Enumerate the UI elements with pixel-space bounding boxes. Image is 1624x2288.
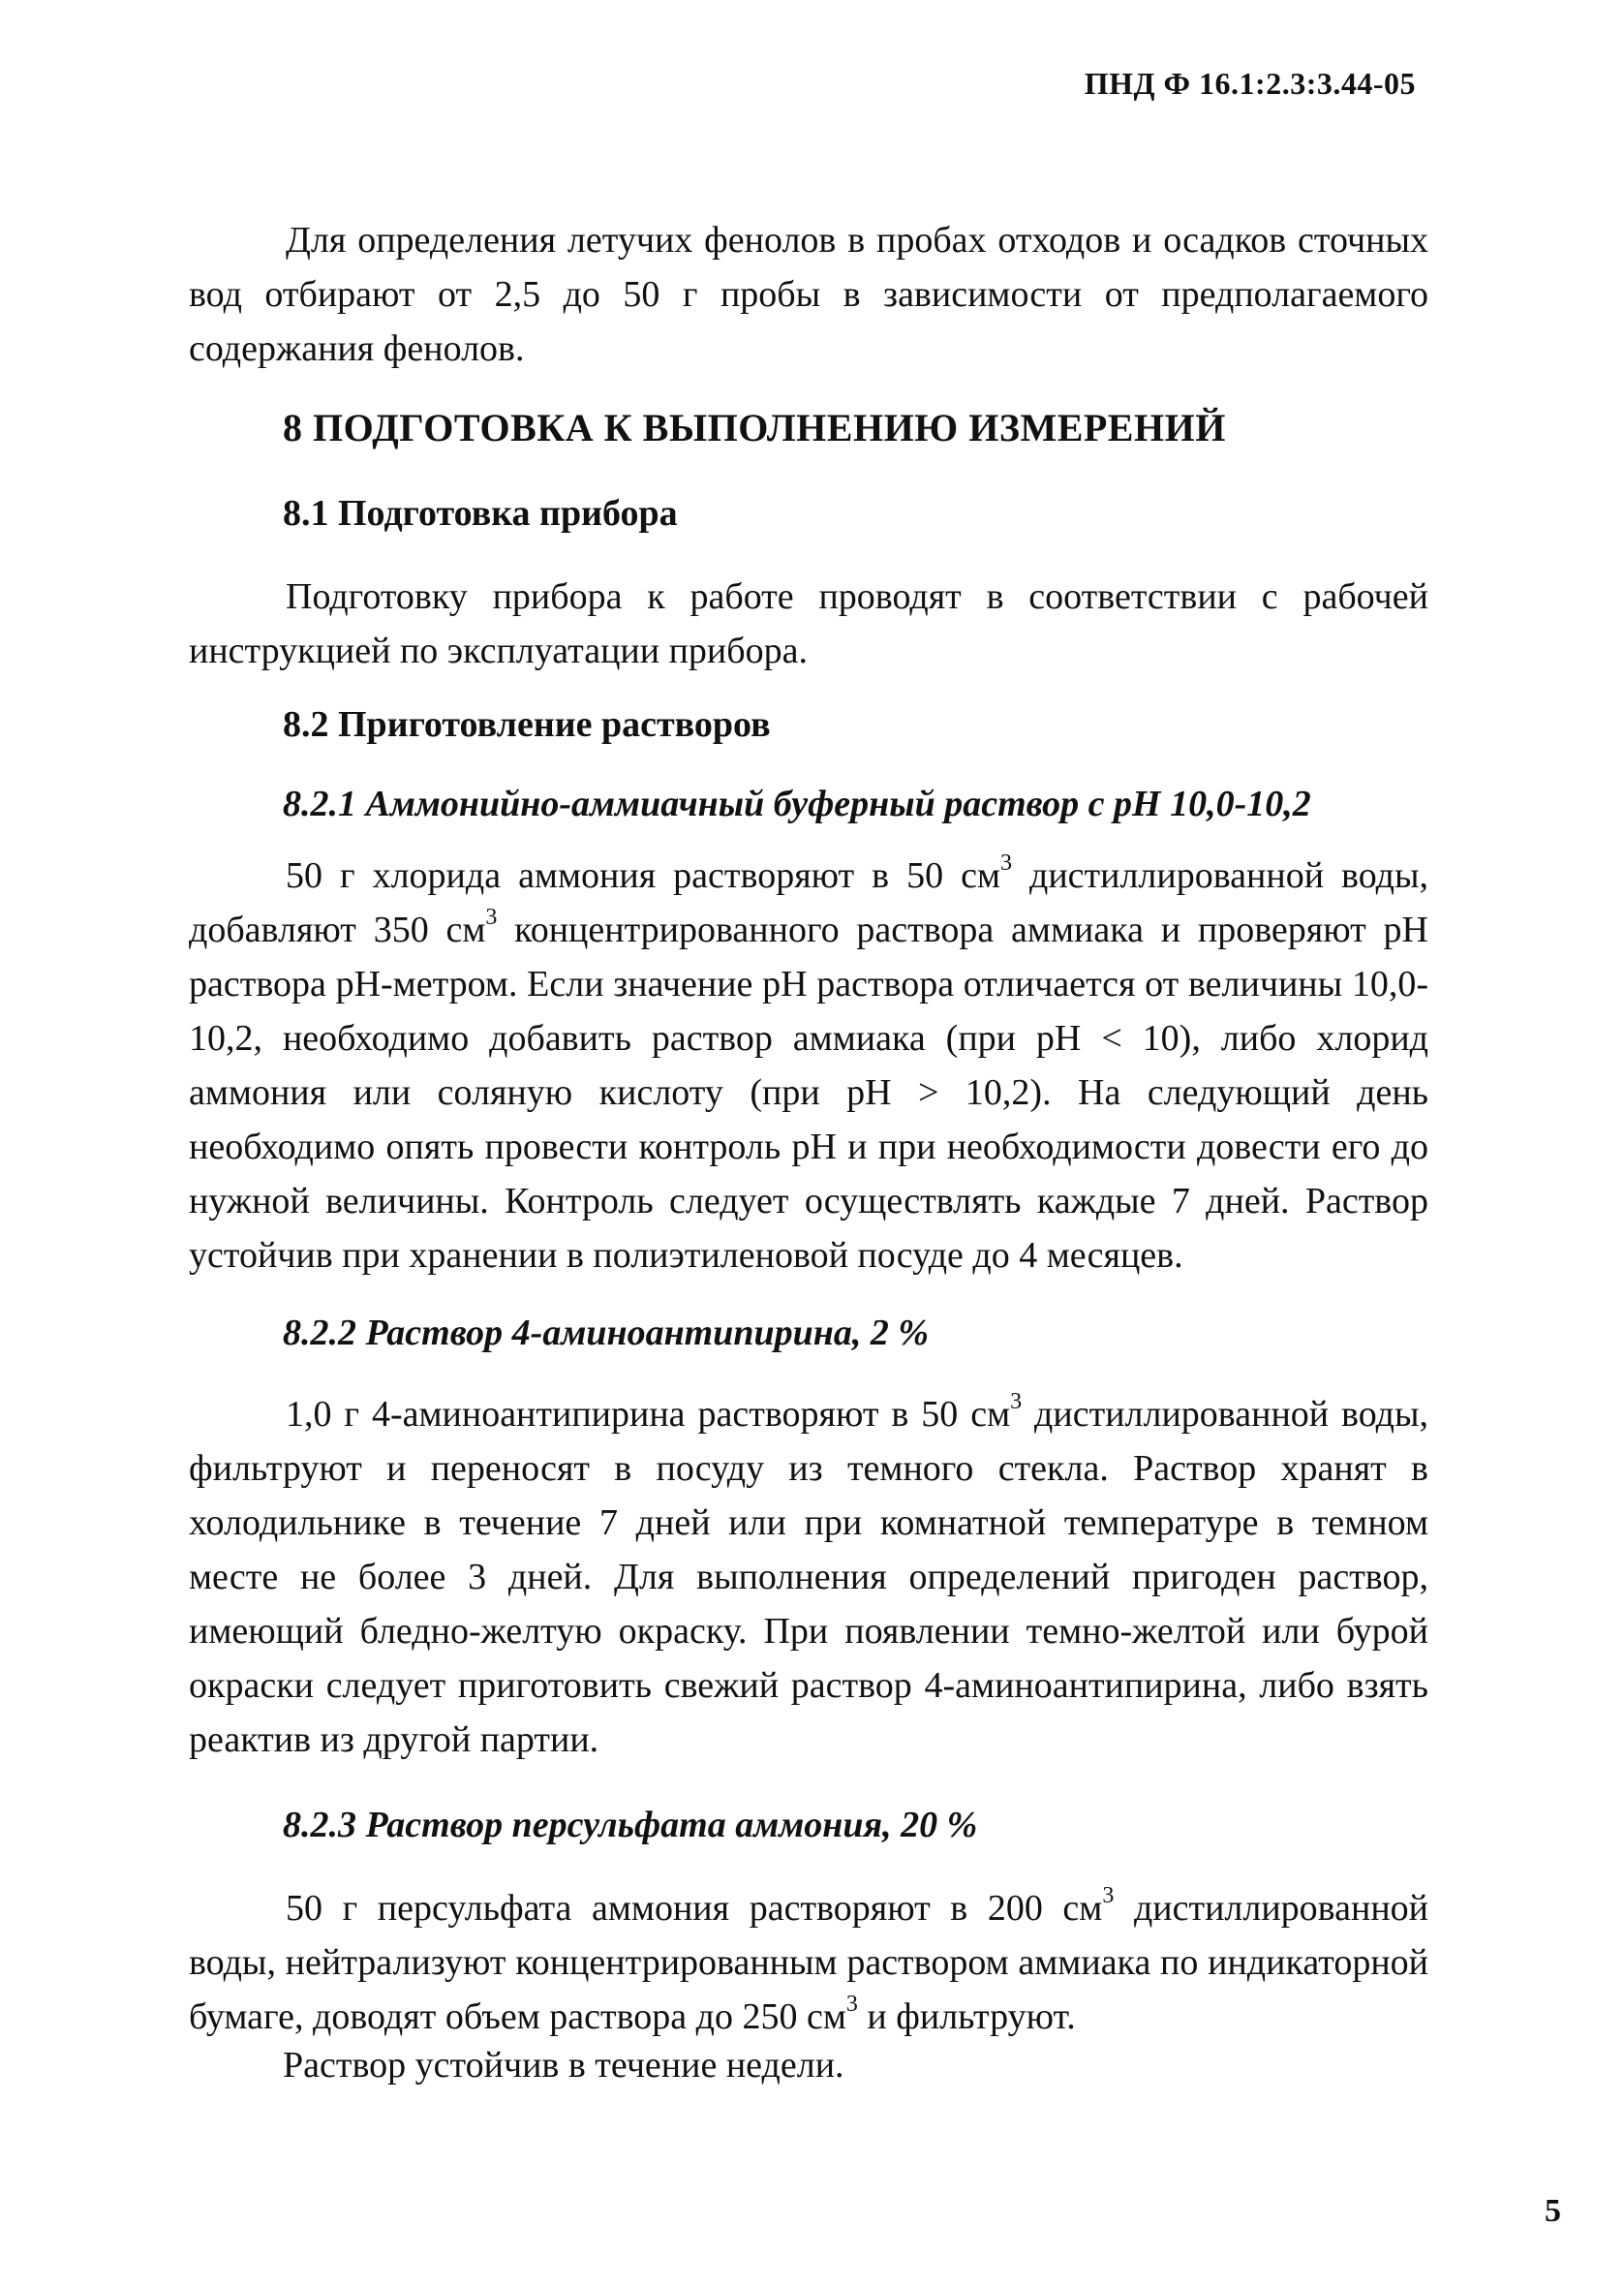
s821-text-part-1: 50 г хлорида аммония растворяют в 50 см bbox=[286, 855, 1000, 896]
page-number: 5 bbox=[1545, 2193, 1561, 2229]
s822-superscript-1: 3 bbox=[1010, 1389, 1023, 1414]
document-code-header: ПНД Ф 16.1:2.3:3.44-05 bbox=[1084, 66, 1416, 101]
section-8-2-3-note: Раствор устойчив в течение недели. bbox=[283, 2045, 844, 2086]
s821-text-part-3: концентрированного раствора аммиака и проверяют pH раствора pH-метром. Если значение pH раствора отличается от величины 10,0-10,2, необходимо добавить раствор аммиака (при pH < 10), либо хлорид аммония или соляную кислоту (при pH > 10,2). На следующий день необходимо опять провести контроль pH и при необходимости довести его до нужной величины. Контроль следует осуществлять каждые 7 дней. Раствор устойчив при хранении в полиэтиленовой посуде до 4 месяцев. bbox=[189, 910, 1428, 1276]
intro-paragraph: Для определения летучих фенолов в пробах отходов и осадков сточных вод отбирают от 2,5 до 50 г пробы в зависимости от предполагаемого содержания фенолов. bbox=[189, 220, 1428, 369]
s822-text-part-2: дистиллированной воды, фильтруют и переносят в посуду из темного стекла. Раствор хранят в холодильнике в течение 7 дней или при комнатной температуре в темном месте не более 3 дней. Для выполнения определений пригоден раствор, имеющий бледно-желтую окраску. При появлении темно-желтой или бурой окраски следует приготовить свежий раствор 4-аминоантипирина, либо взять реактив из другой партии. bbox=[189, 1394, 1428, 1760]
s823-text-part-3: и фильтруют. bbox=[857, 1996, 1076, 2037]
s823-text-part-1: 50 г персульфата аммония растворяют в 200 см bbox=[286, 1888, 1103, 1929]
s823-superscript-1: 3 bbox=[1102, 1883, 1115, 1908]
s821-superscript-2: 3 bbox=[485, 905, 498, 930]
s821-superscript-1: 3 bbox=[1000, 850, 1012, 876]
section-8-title: 8 ПОДГОТОВКА К ВЫПОЛНЕНИЮ ИЗМЕРЕНИЙ bbox=[283, 406, 1226, 449]
s821-text-part-2: дистиллированной воды, добавляют 350 см bbox=[189, 855, 1428, 950]
section-8-2-title: 8.2 Приготовление растворов bbox=[283, 704, 771, 745]
section-8-2-1-text bbox=[189, 849, 1428, 1283]
s823-text-part-2: дистиллированной воды, нейтрализуют концентрированным раствором аммиака по индикаторной бумаге, доводят объем раствора до 250 см bbox=[189, 1888, 1428, 2037]
section-8-2-3-title: 8.2.3 Раствор персульфата аммония, 20 % bbox=[283, 1805, 978, 1845]
section-8-2-3-text bbox=[189, 1881, 1428, 2044]
s823-superscript-2: 3 bbox=[845, 1992, 858, 2017]
section-8-2-2-text bbox=[189, 1387, 1428, 1767]
s822-text-part-1: 1,0 г 4-аминоантипирина растворяют в 50 см bbox=[286, 1394, 1011, 1435]
section-8-1-text: Подготовку прибора к работе проводят в соответствии с рабочей инструкцией по эксплуатации прибора. bbox=[189, 576, 1428, 671]
section-8-1-title: 8.1 Подготовка прибора bbox=[283, 493, 678, 534]
section-8-2-1-title: 8.2.1 Аммонийно-аммиачный буферный раствор с pH 10,0-10,2 bbox=[283, 784, 1311, 824]
section-8-2-2-title: 8.2.2 Раствор 4-аминоантипирина, 2 % bbox=[283, 1313, 930, 1353]
